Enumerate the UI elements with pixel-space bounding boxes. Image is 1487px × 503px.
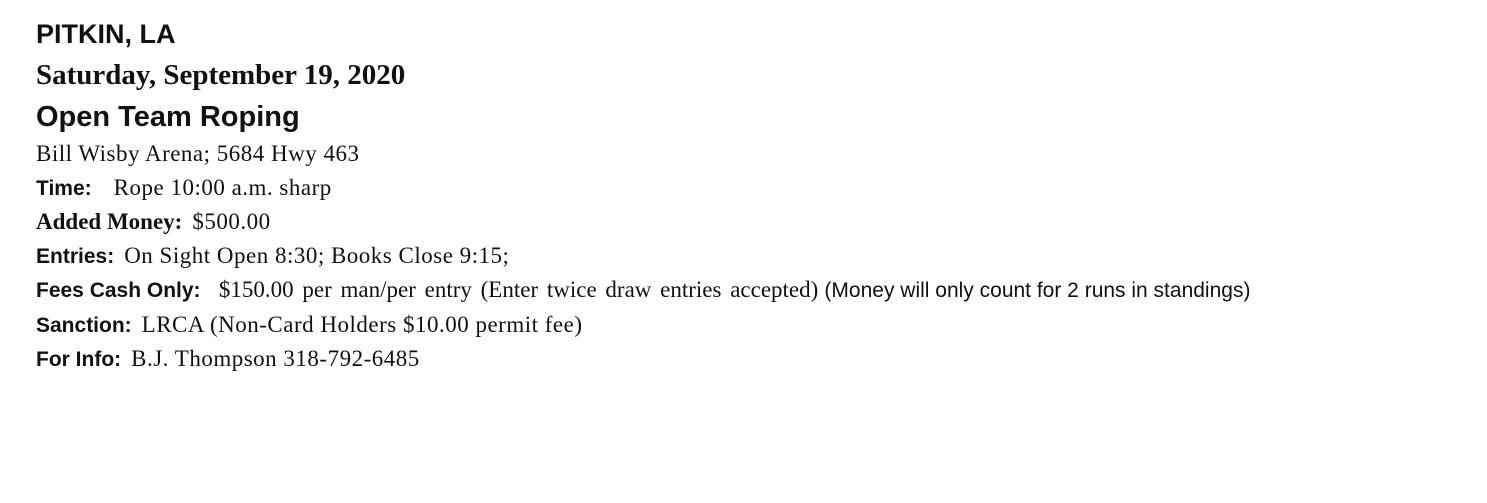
time-label: Time:	[36, 177, 92, 200]
added-money-value: $500.00	[192, 209, 271, 234]
sanction-label: Sanction:	[36, 314, 132, 337]
venue-line	[36, 137, 1456, 171]
entries-line	[36, 239, 1456, 273]
sanction-line	[36, 308, 1456, 342]
entries-label: Entries:	[36, 245, 115, 268]
fees-note: (Money will only count for 2 runs in standings)	[824, 279, 1251, 302]
time-line	[36, 171, 1456, 205]
added-money-line	[36, 205, 1456, 239]
time-value: Rope 10:00 a.m. sharp	[113, 175, 332, 200]
location-heading: PITKIN, LA	[36, 19, 176, 49]
venue-text: Bill Wisby Arena; 5684 Hwy 463	[36, 141, 360, 166]
event-title: Open Team Roping	[36, 101, 300, 133]
added-money-label: Added Money:	[36, 209, 183, 234]
info-label: For Info:	[36, 348, 122, 371]
event-flyer	[36, 14, 1456, 376]
entries-value: On Sight Open 8:30; Books Close 9:15;	[124, 243, 510, 268]
fees-label: Fees Cash Only:	[36, 279, 201, 302]
sanction-value: LRCA (Non-Card Holders $10.00 permit fee)	[141, 312, 583, 337]
event-date: Saturday, September 19, 2020	[36, 59, 406, 91]
fees-value: $150.00 per man/per entry (Enter twice draw entries accepted)	[218, 277, 819, 302]
fees-paragraph	[36, 273, 1456, 308]
info-value: B.J. Thompson 318-792-6485	[131, 346, 420, 371]
info-line	[36, 342, 1456, 376]
